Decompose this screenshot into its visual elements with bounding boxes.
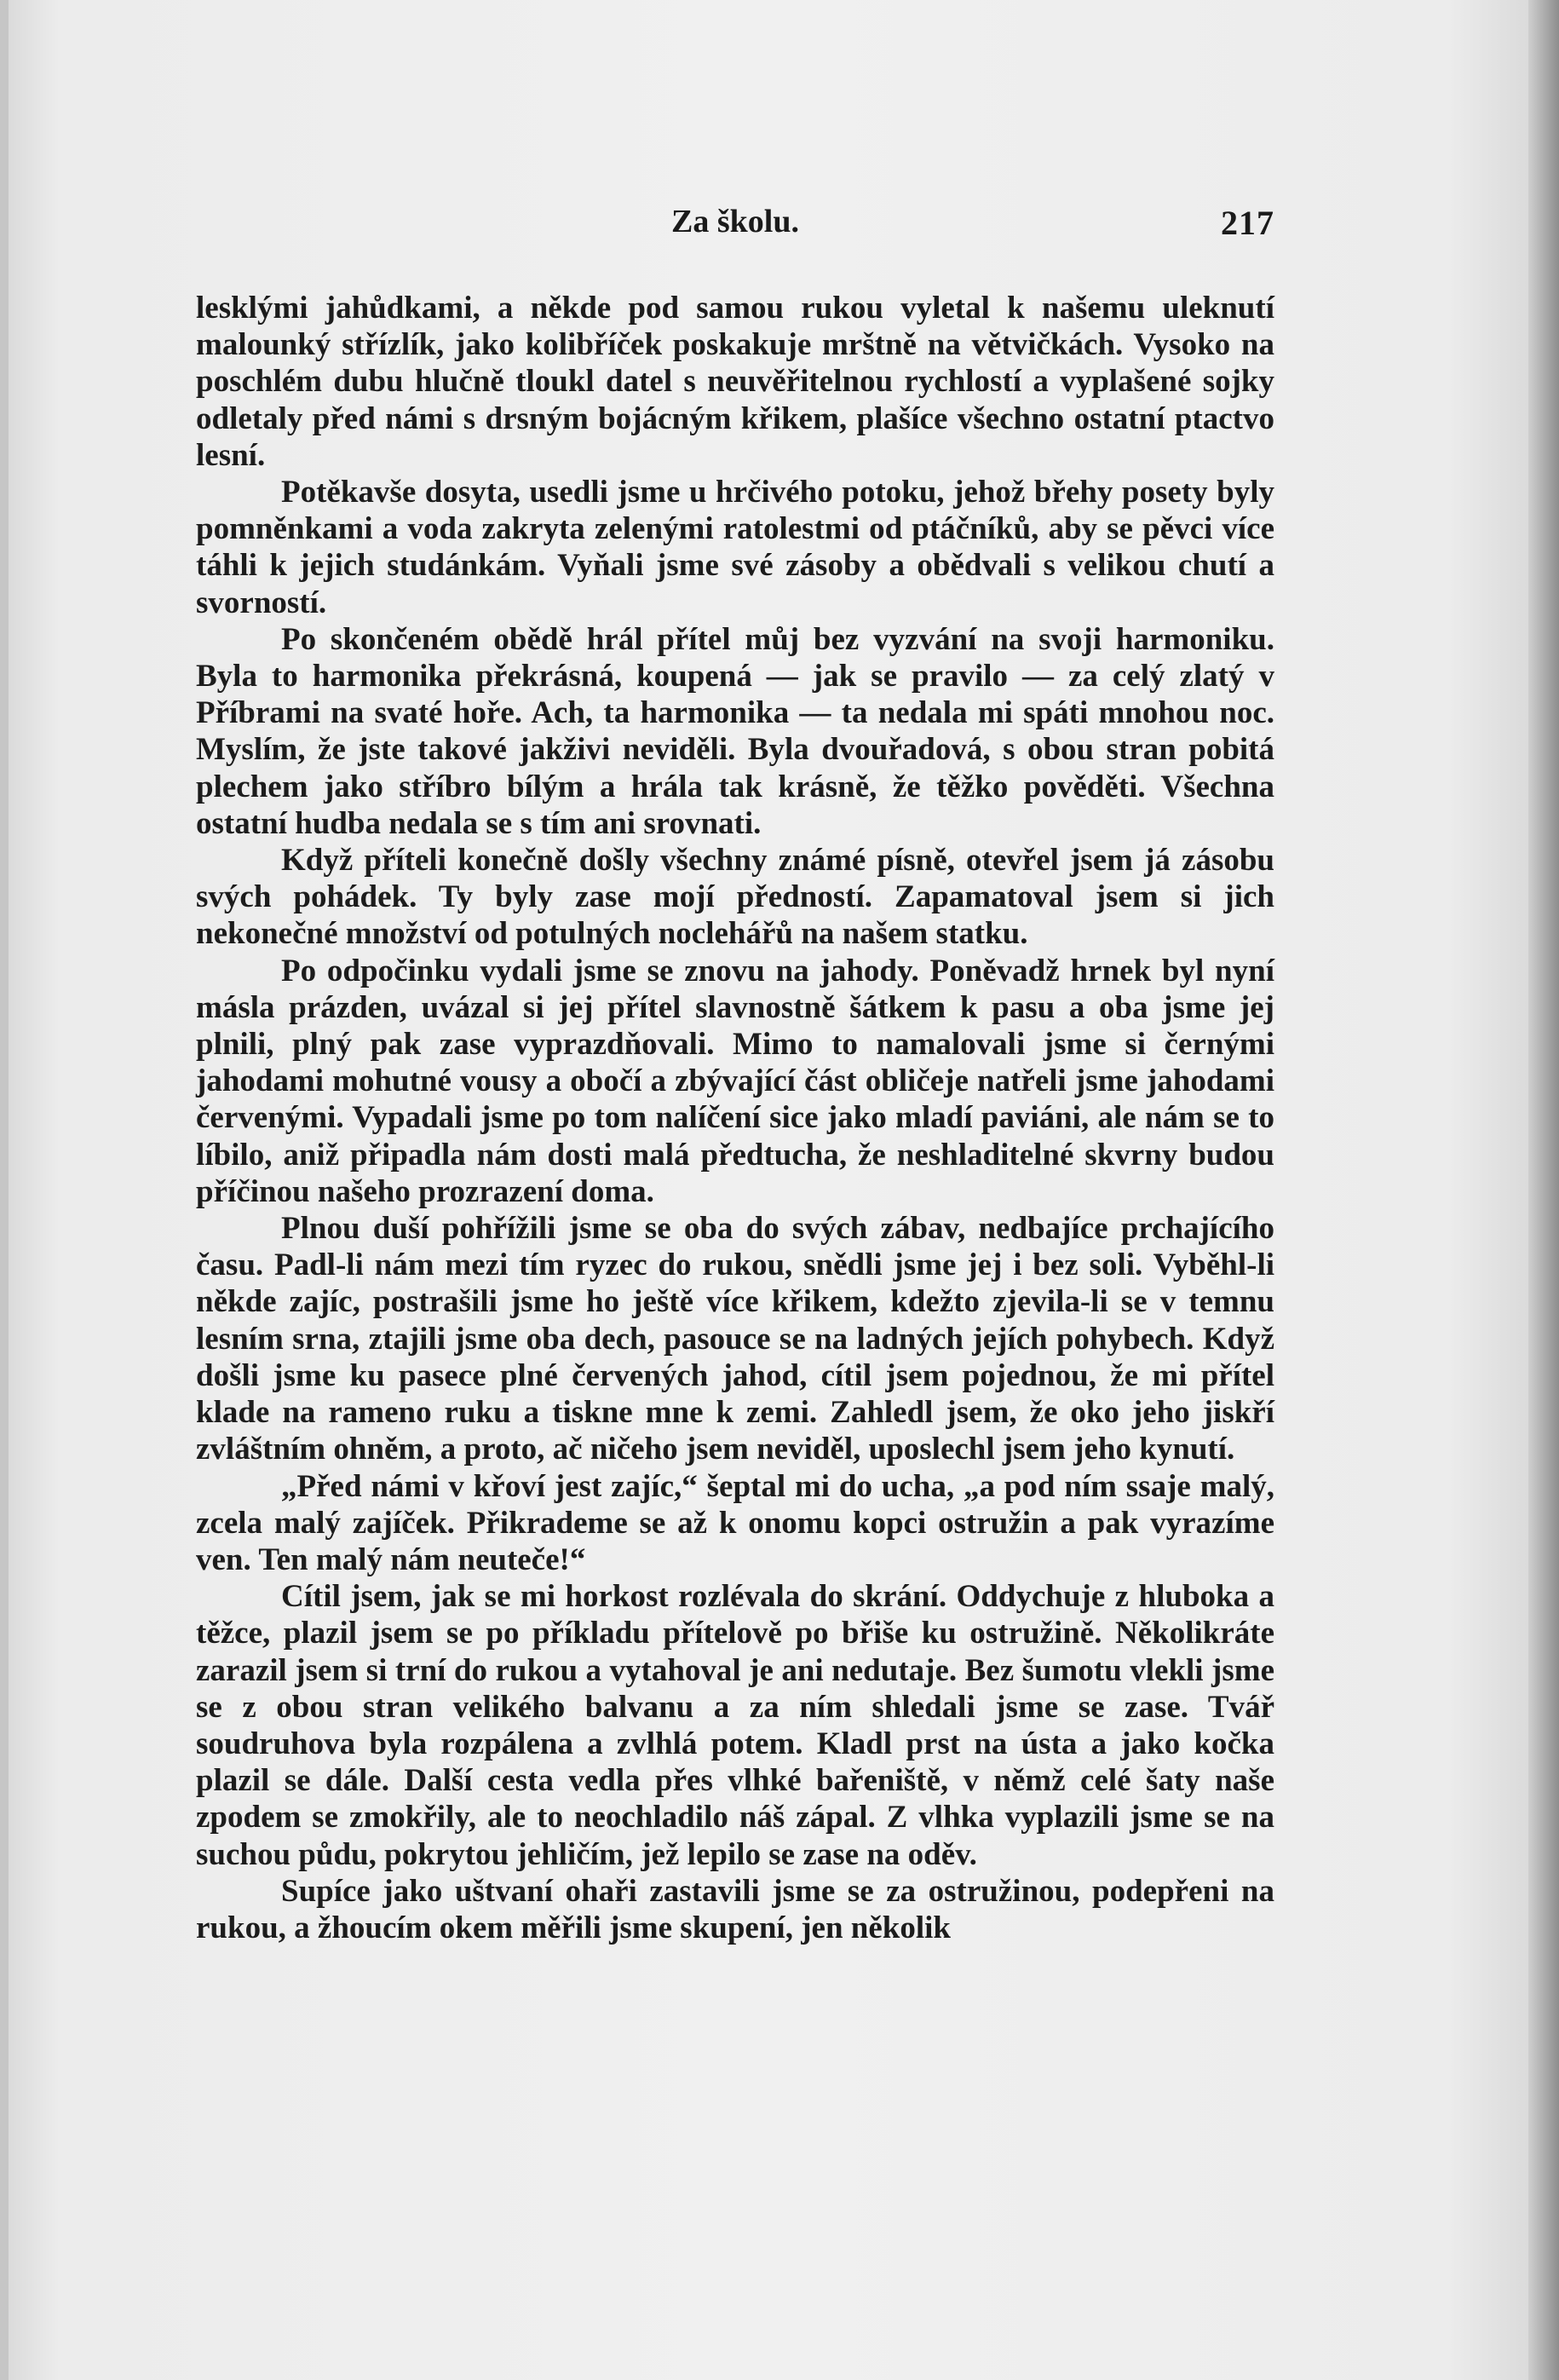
paragraph: Supíce jako uštvaní ohaři zastavili jsme se za ostružinou, podepřeni na rukou, a žhoucím okem měřili jsme skupení, jen několik (196, 1873, 1274, 1945)
page-edge-right (1528, 0, 1559, 2380)
running-head: Za školu. (671, 204, 799, 239)
body-text (196, 290, 1274, 1946)
paragraph: Po skončeném obědě hrál přítel můj bez vyzvání na svoji harmoniku. Byla to harmonika překrásná, koupená — jak se pravilo — za celý zlatý v Příbrami na svaté hoře. Ach, ta harmonika — ta nedala mi spáti mnohou noc. Myslím, že jste takové jakživi neviděli. Byla dvouřadová, s obou stran pobitá plechem jako stříbro bílým a hrála tak krásně, že těžko pověděti. Všechna ostatní hudba nedala se s tím ani srovnati. (196, 621, 1274, 841)
paragraph: lesklými jahůdkami, a někde pod samou rukou vyletal k našemu uleknutí malounký střízlík, jako kolibříček poskakuje mrštně na větvičkách. Vysoko na poschlém dubu hlučně tloukl datel s neuvěřitelnou rychlostí a vyplašené sojky odletaly před námi s drsným bojácným křikem, plašíce všechno ostatní ptactvo lesní. (196, 291, 1274, 473)
paragraph: Plnou duší pohřížili jsme se oba do svých zábav, nedbajíce prchajícího času. Padl-li nám mezi tím ryzec do rukou, snědli jsme jej i bez soli. Vyběhl-li někde zajíc, postrašili jsme ho ještě více křikem, kdežto zjevila-li se v temnu lesním srna, ztajili jsme oba dech, pasouce se na ladných jejích pohybech. Když došli jsme ku pasece plné červených jahod, cítil jsem pojednou, že mi přítel klade na rameno ruku a tiskne mne k zemi. Zahledl jsem, že oko jeho jiskří zvláštním ohněm, a proto, ač ničeho jsem neviděl, uposlechl jsem jeho kynutí. (196, 1211, 1274, 1467)
page-edge-left (0, 0, 9, 2380)
paragraph: Když příteli konečně došly všechny známé písně, otevřel jsem já zásobu svých pohádek. Ty byly zase mojí předností. Zapamatoval jsem si jich nekonečné množství od potulných noclehářů na našem statku. (196, 843, 1274, 952)
paragraph: Potěkavše dosyta, usedli jsme u hrčivého potoku, jehož břehy posety byly pomněnkami a voda zakryta zelenými ratolestmi od ptáčníků, aby se pěvci více táhli k jejich studánkám. Vyňali jsme své zásoby a obědvali s velikou chutí a svorností. (196, 475, 1274, 620)
paragraph: Cítil jsem, jak se mi horkost rozlévala do skrání. Oddychuje z hluboka a těžce, plazil jsem se po příkladu přítelově po břiše ku ostružině. Několikráte zarazil jsem si trní do rukou a vytahoval je ani nedutaje. Bez šumotu vlekli jsme se z obou stran velikého balvanu a za ním shledali jsme se zase. Tvář soudruhova byla rozpálena a zvlhlá potem. Kladl prst na ústa a jako kočka plazil se dále. Další cesta vedla přes vlhké bařeniště, v němž celé šaty naše zpodem se zmokřily, ale to neochladilo náš zápal. Z vlhka vyplazili jsme se na suchou půdu, pokrytou jehličím, jež lepilo se zase na oděv. (196, 1579, 1274, 1872)
page-number: 217 (1221, 204, 1274, 242)
paragraph: „Před námi v křoví jest zajíc,“ šeptal mi do ucha, „a pod ním ssaje malý, zcela malý zajíček. Přikrademe se až k onomu kopci ostružin a pak vyrazíme ven. Ten malý nám neuteče!“ (196, 1468, 1274, 1577)
paragraph: Po odpočinku vydali jsme se znovu na jahody. Poněvadž hrnek byl nyní másla prázden, uvázal si jej přítel slavnostně šátkem k pasu a oba jsme jej plnili, plný pak zase vyprazdňovali. Mimo to namalovali jsme si černými jahodami mohutné vousy a obočí a zbývající část obličeje natřeli jsme jahodami červenými. Vypadali jsme po tom nalíčení sice jako mladí paviáni, ale nám se to líbilo, aniž připadla nám dosti malá předtucha, že neshladitelné skvrny budou příčinou našeho prozrazení doma. (196, 953, 1274, 1209)
page-header (196, 203, 1274, 254)
